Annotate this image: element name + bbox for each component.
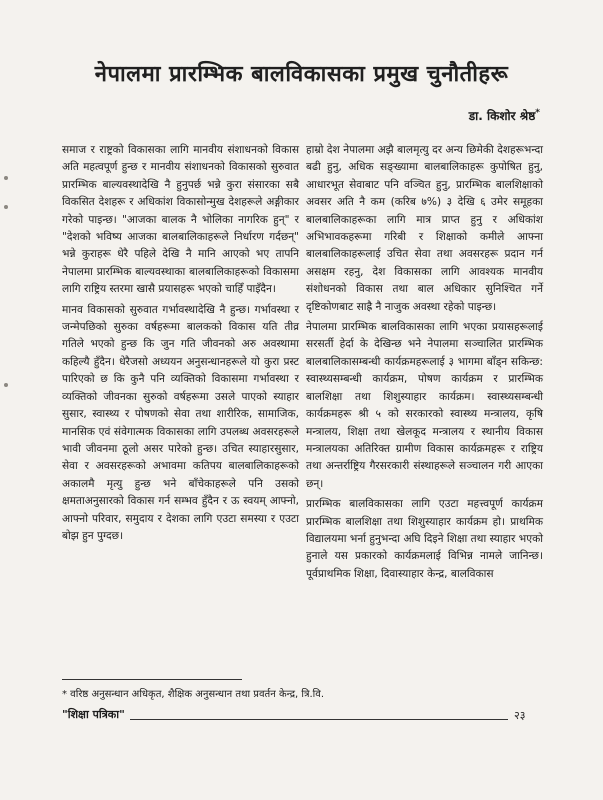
left-column <box>62 142 299 548</box>
footer-divider <box>130 719 508 720</box>
article-title: नेपालमा प्रारम्भिक बालविकासका प्रमुख चुनौतीहरू <box>94 62 509 87</box>
author-name: डा. किशोर श्रेष्ठ <box>468 109 536 123</box>
paragraph: नेपालमा प्रारम्भिक बालविकासका लागि भएका प्रयासहरूलाई सरसर्ती हेर्दा के देखिन्छ भने नेपालमा सञ्चालित प्रारम्भिक बालबालिकासम्बन्धी कार्यक्रमहरूलाई ३ भागमा बाँड्न सकिन्छ: स्वास्थ्यसम्बन्धी कार्यक्रम, पोषण कार्यक्रम र प्रारम्भिक बालशिक्षा तथा शिशुस्याहार कार्यक्रम। स्वास्थ्यसम्बन्धी कार्यक्रमहरू श्री ५ को सरकारको स्वास्थ्य मन्त्रालय, कृषि मन्त्रालय, शिक्षा तथा खेलकूद मन्त्रालय र स्थानीय विकास मन्त्रालयका अतिरिक्त ग्रामीण विकास कार्यक्रमहरू र राष्ट्रिय तथा अन्तर्राष्ट्रिय गैरसरकारी संस्थाहरूले सञ्चालन गरी आएका छन्। <box>306 321 543 490</box>
page-number: २३ <box>514 709 526 722</box>
binding-hole-mark <box>4 176 8 180</box>
journal-name: "शिक्षा पत्रिका" <box>62 708 125 721</box>
paragraph: मानव विकासको सुरुवात गर्भावस्थादेखि नै हुन्छ। गर्भावस्था र जन्मेपछिको सुरुका वर्षहरूमा बालकको विकास यति तीव्र गतिले भएको हुन्छ कि जुन गति जीवनको अरु अवस्थामा कहिल्यै हुँदैन। धेरैजसो अध्ययन अनुसन्धानहरूले यो कुरा प्रस्ट पारिएको छ कि कुनै पनि व्यक्तिको विकासमा गर्भावस्था र व्यक्तिको जीवनका सुरुको वर्षहरूमा उसले पाएको स्याहार सुसार, स्वास्थ्य र पोषणको सेवा तथा शारीरिक, सामाजिक, मानसिक एवं संवेगात्मक विकासका लागि उपलब्ध अवसरहरूले भावी जीवनमा ठूलो असर पारेको हुन्छ। उचित स्याहारसुसार, सेवा र अवसरहरूको अभावमा कतिपय बालबालिकाहरूको अकालमै मृत्यु हुन्छ भने बाँचेकाहरूले पनि उसको क्षमताअनुसारको विकास गर्न सम्भव हुँदैन र ऊ स्वयम् आफ्नो, आफ्नो परिवार, समुदाय र देशका लागि एउटा समस्या र एउटा बोझ हुन पुग्दछ। <box>62 303 299 542</box>
paragraph: प्रारम्भिक बालविकासका लागि एउटा महत्त्वपूर्ण कार्यक्रम प्रारम्भिक बालशिक्षा तथा शिशुस्याहार कार्यक्रम हो। प्राथमिक विद्यालयमा भर्ना हुनुभन्दा अघि दिइने शिक्षा तथा स्याहार भएको हुनाले यस प्रकारको कार्यक्रमलाई विभिन्न नामले जानिन्छ। पूर्वप्राथमिक शिक्षा, दिवास्याहार केन्द्र, बालविकास <box>306 498 543 580</box>
binding-hole-mark <box>4 205 8 209</box>
footnote-divider <box>62 679 242 680</box>
right-column <box>306 142 543 586</box>
author-footnote-mark: * <box>535 108 540 118</box>
author-byline <box>469 107 540 124</box>
paragraph: हाम्रो देश नेपालमा अझै बालमृत्यु दर अन्य छिमेकी देशहरूभन्दा बढी हुनु, अधिक सङ्ख्यामा बालबालिकाहरू कुपोषित हुनु, आधारभूत सेवाबाट पनि वञ्चित हुनु, प्रारम्भिक बालशिक्षाको अवसर अति नै कम (करिब ७%) ३ देखि ६ उमेर समूहका बालबालिकाहरूका लागि मात्र प्राप्त हुनु र अधिकांश अभिभावकहरूमा गरिबी र शिक्षाको कमीले आफ्ना बालबालिकाहरूलाई उचित सेवा तथा अवसरहरू प्रदान गर्न असक्षम रहनु, देश विकासका लागि आवश्यक मानवीय संशोधनको विकास तथा बाल अधिकार सुनिश्चित गर्ने दृष्टिकोणबाट साह्रै नै नाजुक अवस्था रहेको पाइन्छ। <box>306 144 543 313</box>
binding-hole-mark <box>4 383 8 387</box>
paragraph: समाज र राष्ट्रको विकासका लागि मानवीय संशाधनको विकास अति महत्वपूर्ण हुन्छ र मानवीय संशाधनको विकासको सुरुवात प्रारम्भिक बाल्यवस्थादेखि नै हुनुपर्छ भन्ने कुरा संसारका सबै विकसित देशहरू र अधिकांश विकासोन्मुख देशहरूले अङ्गीकार गरेको पाइन्छ। "आजका बालक नै भोलिका नागरिक हुन्" र "देशको भविष्य आजका बालबालिकाहरूले निर्धारण गर्दछन्" भन्ने कुराहरू धेरै पहिले देखि नै मानि आएको भए तापनि नेपालमा प्रारम्भिक बाल्यवस्थाका बालबालिकाहरूको विकासमा लागि राष्ट्रिय स्तरमा खासै प्रयासहरू भएको चाहिँ पाइँदैन। <box>62 144 299 296</box>
author-footnote: * वरिष्ठ अनुसन्धान अधिकृत, शैक्षिक अनुसन्धान तथा प्रवर्तन केन्द्र, त्रि.वि. <box>62 689 324 700</box>
